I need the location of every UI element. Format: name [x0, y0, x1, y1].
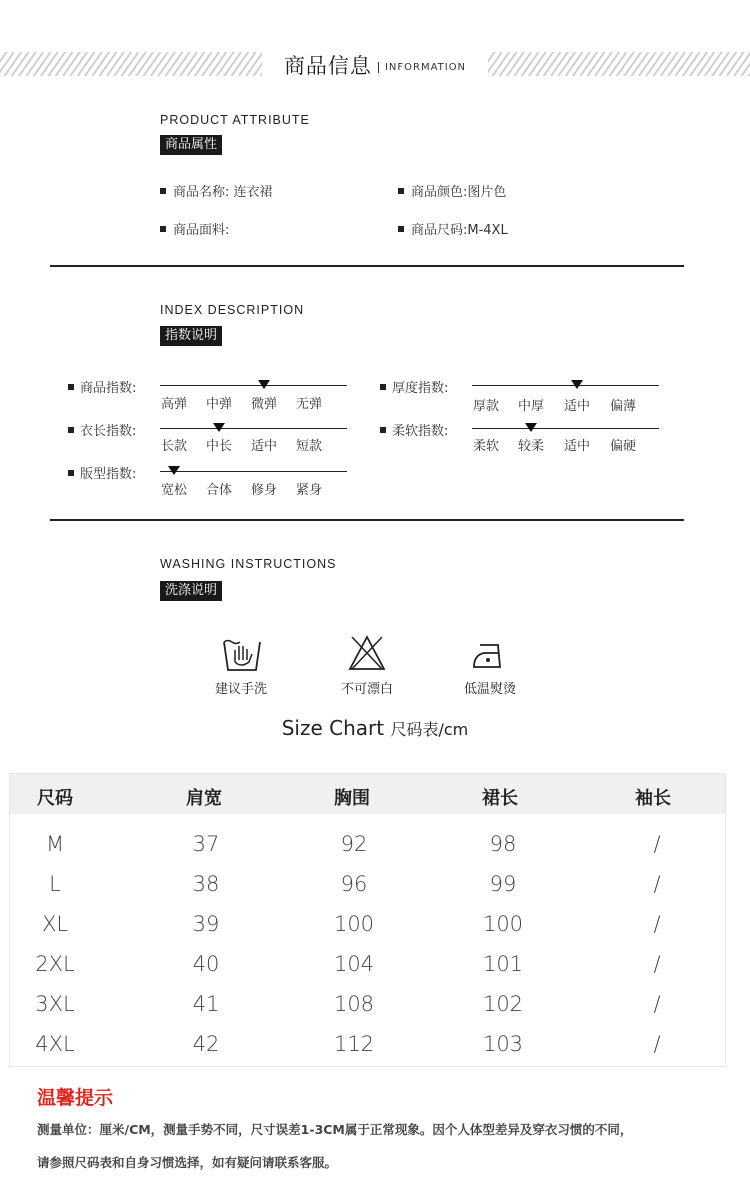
index-heading-en: INDEX DESCRIPTION — [160, 303, 305, 317]
table-cell: 37 — [192, 832, 220, 856]
index-label: 衣长指数: — [68, 420, 136, 439]
table-cell: 99 — [489, 872, 517, 896]
page-title — [0, 50, 750, 80]
table-cell: 42 — [192, 1032, 220, 1056]
index-label: 商品指数: — [68, 377, 136, 396]
table-cell: 102 — [482, 992, 524, 1016]
index-selected-marker — [571, 380, 583, 389]
table-cell: 108 — [333, 992, 375, 1016]
attribute-heading-cn: 商品属性 — [160, 135, 222, 155]
table-cell: 39 — [192, 912, 220, 936]
index-option: 紧身 — [295, 483, 322, 498]
index-option: 偏硬 — [609, 439, 636, 454]
index-option: 宽松 — [160, 483, 187, 498]
attr-name: 商品名称: 连衣裙 — [160, 181, 273, 200]
divider — [50, 265, 684, 267]
index-option: 偏薄 — [609, 399, 636, 414]
table-cell: 98 — [489, 832, 517, 856]
index-option: 适中 — [250, 439, 277, 454]
table-cell: L — [49, 872, 61, 896]
table-cell: XL — [41, 912, 69, 936]
wash-label-hand: 建议手洗 — [214, 682, 267, 697]
index-selected-marker — [525, 423, 537, 432]
hand-wash-icon — [222, 636, 262, 674]
tips-title: 温馨提示 — [37, 1087, 114, 1109]
index-selected-marker — [168, 466, 180, 475]
index-option: 较柔 — [517, 439, 544, 454]
table-cell: 38 — [192, 872, 220, 896]
no-bleach-icon — [347, 634, 387, 672]
index-scale-line — [472, 385, 659, 386]
index-option: 中厚 — [517, 399, 544, 414]
table-cell: 96 — [340, 872, 368, 896]
washing-heading-cn: 洗涤说明 — [160, 581, 222, 601]
col-header-size: 尺码 — [37, 788, 73, 809]
table-header — [10, 774, 725, 814]
index-option: 高弹 — [160, 397, 187, 412]
attribute-heading-en: PRODUCT ATTRIBUTE — [160, 113, 310, 127]
washing-heading-en: WASHING INSTRUCTIONS — [160, 557, 337, 571]
index-scale-line — [160, 428, 347, 429]
index-option: 无弹 — [295, 397, 322, 412]
index-scale-line — [160, 385, 347, 386]
table-cell: / — [653, 912, 661, 936]
col-header-sleeve: 袖长 — [635, 788, 671, 809]
tips-line-1: 测量单位：厘米/CM，测量手势不同，尺寸误差1-3CM属于正常现象。因个人体型差异及穿衣习惯的不同， — [37, 1122, 633, 1137]
index-selected-marker — [258, 380, 270, 389]
table-cell: 4XL — [35, 1032, 75, 1056]
table-cell: 3XL — [35, 992, 75, 1016]
index-label: 厚度指数: — [380, 377, 448, 396]
index-option: 适中 — [563, 439, 590, 454]
index-option: 中长 — [205, 439, 232, 454]
size-chart-title: Size Chart 尺码表/cm — [281, 716, 469, 740]
index-option: 柔软 — [472, 439, 499, 454]
wash-label-bleach: 不可漂白 — [340, 682, 393, 697]
tips-line-2: 请参照尺码表和自身习惯选择，如有疑问请联系客服。 — [37, 1155, 338, 1170]
index-heading-cn: 指数说明 — [160, 326, 222, 346]
index-option: 长款 — [160, 439, 187, 454]
title-cn: 商品信息 — [283, 54, 372, 78]
index-label: 柔软指数: — [380, 420, 448, 439]
index-option: 厚款 — [472, 399, 499, 414]
table-cell: / — [653, 992, 661, 1016]
low-iron-icon — [470, 637, 510, 675]
table-cell: 92 — [340, 832, 368, 856]
wash-label-iron: 低温熨烫 — [463, 682, 516, 697]
table-cell: 104 — [333, 952, 375, 976]
divider — [50, 519, 684, 521]
col-header-shoulder: 肩宽 — [186, 788, 222, 809]
table-cell: M — [45, 832, 65, 856]
attr-color: 商品颜色:图片色 — [398, 181, 506, 200]
table-cell: 41 — [192, 992, 220, 1016]
index-selected-marker — [213, 423, 225, 432]
index-option: 合体 — [205, 483, 232, 498]
index-option: 短款 — [295, 439, 322, 454]
attr-fabric: 商品面料: — [160, 219, 229, 238]
table-cell: / — [653, 952, 661, 976]
table-cell: 2XL — [35, 952, 75, 976]
index-scale-line — [160, 471, 347, 472]
table-cell: 101 — [482, 952, 524, 976]
index-option: 中弹 — [205, 397, 232, 412]
attr-size: 商品尺码:M-4XL — [398, 219, 508, 238]
table-cell: 100 — [333, 912, 375, 936]
index-scale-line — [472, 428, 659, 429]
table-cell: 112 — [333, 1032, 375, 1056]
table-cell: / — [653, 872, 661, 896]
table-cell: 100 — [482, 912, 524, 936]
index-label: 版型指数: — [68, 463, 136, 482]
title-en: INFORMATION — [378, 62, 466, 73]
table-cell: 103 — [482, 1032, 524, 1056]
index-option: 适中 — [563, 399, 590, 414]
col-header-bust: 胸围 — [334, 788, 370, 809]
size-table — [9, 773, 726, 1067]
index-option: 修身 — [250, 483, 277, 498]
table-cell: / — [653, 832, 661, 856]
index-option: 微弹 — [250, 397, 277, 412]
table-cell: 40 — [192, 952, 220, 976]
col-header-length: 裙长 — [482, 788, 518, 809]
table-cell: / — [653, 1032, 661, 1056]
